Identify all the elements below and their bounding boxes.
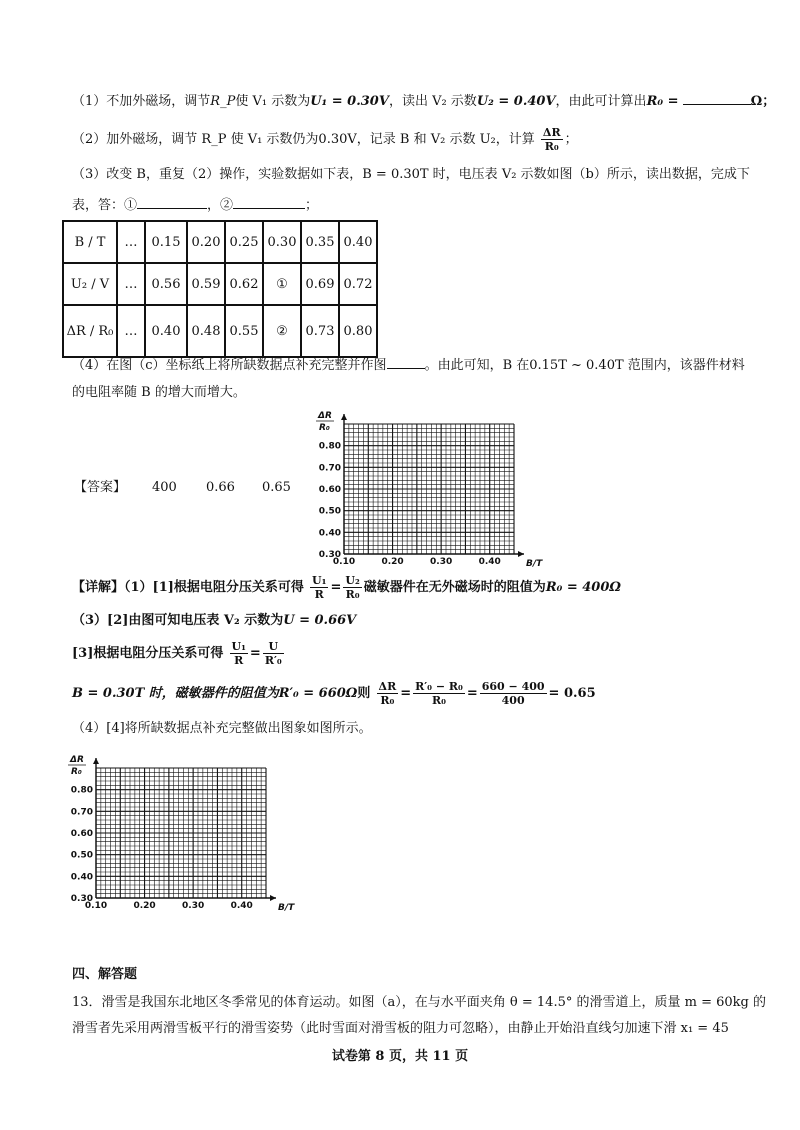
answer-blank-2[interactable] [233, 194, 305, 209]
x-tick-label: 0.10 [332, 557, 356, 567]
detail-line-1: 【详解】（1）[1]根据电阻分压关系可得 $\frac{\text{U₁}}{R}$ = $\frac{\text{U₂}}{\text{R₀}}$ 磁敏器件在无外磁场时的阻值为R₀ = 400Ω [72, 574, 621, 601]
question-13-line-2: 滑雪者先采用两滑雪板平行的滑雪姿势（此时雪面对滑雪板的阻力可忽略），由静止开始沿直线匀加速下滑 x₁ = 45 [72, 1021, 729, 1036]
y-tick-label: 0.80 [70, 785, 93, 796]
y-tick-label: 0.50 [70, 850, 93, 861]
question-1: （1）不加外磁场，调节R_P使 V₁ 示数为U₁ = 0.30V，读出 V₂ 示数U₂ = 0.40V，由此可计算出R₀ = Ω； [72, 90, 775, 111]
answer-value-1: 400 [152, 480, 177, 495]
grid [96, 768, 266, 898]
question-3-line-2: 表，答：① ，② ； [72, 194, 318, 215]
x-axis-label: B/T [526, 559, 543, 569]
u1-over-r-fraction-2: $\frac{\text{U₁}}{R}$ [231, 640, 246, 667]
x-tick-label: 0.30 [430, 557, 453, 567]
page-footer: 试卷第 8 页，共 11 页 [331, 1049, 469, 1064]
y-tick-label: 0.30 [70, 894, 93, 904]
x-axis-label: B/T [278, 903, 295, 913]
section-title: 四、解答题 [72, 967, 138, 982]
answer-label: 【答案】 [74, 480, 127, 495]
y-axis-arrow [93, 758, 99, 764]
graph-c-answer [310, 408, 543, 572]
y-axis-label: ΔR [70, 755, 84, 765]
y-axis-label: ΔR [318, 411, 332, 421]
table-row-delta-r: ΔR / R₀ … 0.40 0.48 0.55 ② 0.73 0.80 [63, 305, 377, 357]
x-tick-label: 0.20 [381, 557, 404, 567]
y-tick-label: 0.70 [70, 807, 93, 818]
question-2: （2）加外磁场，调节 R_P 使 V₁ 示数仍为0.30V，记录 B 和 V₂ 示数 U₂，计算 $\frac{\Delta R}{\text{R₀}}$ ； [72, 126, 578, 153]
y-tick-label: 0.80 [318, 441, 341, 452]
numeric-fraction: $\frac{660 - 400}{400}$ [481, 680, 545, 707]
answer-blank-r0[interactable] [683, 90, 751, 105]
x-tick-label: 0.40 [478, 557, 501, 567]
y-axis-label-denominator: R₀ [71, 767, 82, 777]
delta-r-fraction: $\frac{\Delta R}{\text{R₀}}$ [542, 126, 561, 153]
grid [344, 424, 514, 554]
detail-line-4: B = 0.30T 时，磁敏器件的阻值为R′₀ = 660Ω则 $\frac{\Delta R}{\text{R₀}}$ = $\frac{\text{R′₀ − R₀}}{\text{R₀}}$ = $\frac{660 - 400}{400}$ = 0.65 [72, 680, 596, 707]
graph-detail-svg [62, 752, 295, 913]
answer-value-2: 0.66 [206, 480, 235, 495]
y-axis-arrow [341, 414, 347, 420]
answer-blank-1[interactable] [137, 194, 207, 209]
table-row-u2: U₂ / V … 0.56 0.59 0.62 ① 0.69 0.72 [63, 263, 377, 305]
delta-r-over-r0-fraction: $\frac{\Delta R}{\text{R₀}}$ [378, 680, 397, 707]
question-13-line-1: 13．滑雪是我国东北地区冬季常见的体育运动。如图（a），在与水平面夹角 θ = 14.5° 的滑雪道上，质量 m = 60kg 的 [72, 995, 766, 1010]
graph-detail-answer [62, 752, 295, 916]
difference-over-r0-fraction: $\frac{\text{R′₀ − R₀}}{\text{R₀}}$ [415, 680, 463, 707]
u1-over-r-fraction: $\frac{\text{U₁}}{R}$ [312, 574, 327, 601]
row-label-u2: U₂ / V [63, 263, 117, 305]
x-tick-label: 0.20 [133, 901, 156, 911]
row-label-b: B / T [63, 221, 117, 263]
y-tick-label: 0.60 [70, 829, 93, 839]
y-axis-label-denominator: R₀ [319, 423, 330, 433]
question-4-line-2: 的电阻率随 B 的增大而增大。 [72, 385, 246, 400]
row-label-delta-r: ΔR / R₀ [63, 305, 117, 357]
y-tick-label: 0.40 [318, 528, 341, 539]
answer-blank-plot[interactable] [387, 354, 425, 369]
data-table [62, 220, 378, 358]
u2-over-r0-fraction: $\frac{\text{U₂}}{\text{R₀}}$ [345, 574, 360, 601]
detail-line-2: （3）[2]由图可知电压表 V₂ 示数为U = 0.66V [72, 613, 357, 628]
y-tick-label: 0.50 [318, 506, 341, 517]
y-tick-label: 0.60 [318, 485, 341, 495]
question-4-line-1: （4）在图（c）坐标纸上将所缺数据点补充完整并作图 。由此可知，B 在0.15T ~ 0.40T 范围内，该器件材料 [72, 354, 745, 375]
answer-value-3: 0.65 [262, 480, 291, 495]
detail-line-3: [3]根据电阻分压关系可得 $\frac{\text{U₁}}{R}$ = $\frac{U}{\text{R′₀}}$ [72, 640, 282, 667]
y-tick-label: 0.40 [70, 872, 93, 883]
graph-c-svg [310, 408, 543, 569]
y-tick-label: 0.30 [318, 550, 341, 560]
x-tick-label: 0.40 [230, 901, 253, 911]
rp-symbol: R_P [210, 94, 236, 109]
detail-line-5: （4）[4]将所缺数据点补充完整做出图象如图所示。 [72, 721, 372, 736]
u-over-r0prime-fraction: $\frac{U}{\text{R′₀}}$ [264, 640, 282, 667]
x-axis-arrow [518, 551, 524, 557]
y-tick-label: 0.70 [318, 463, 341, 474]
x-tick-label: 0.30 [182, 901, 205, 911]
x-tick-label: 0.10 [84, 901, 108, 911]
table-row-b: B / T … 0.15 0.20 0.25 0.30 0.35 0.40 [63, 221, 377, 263]
question-3-line-1: （3）改变 B，重复（2）操作，实验数据如下表，B = 0.30T 时，电压表 V₂ 示数如图（b）所示，读出数据，完成下 [72, 167, 750, 182]
x-axis-arrow [270, 895, 276, 901]
